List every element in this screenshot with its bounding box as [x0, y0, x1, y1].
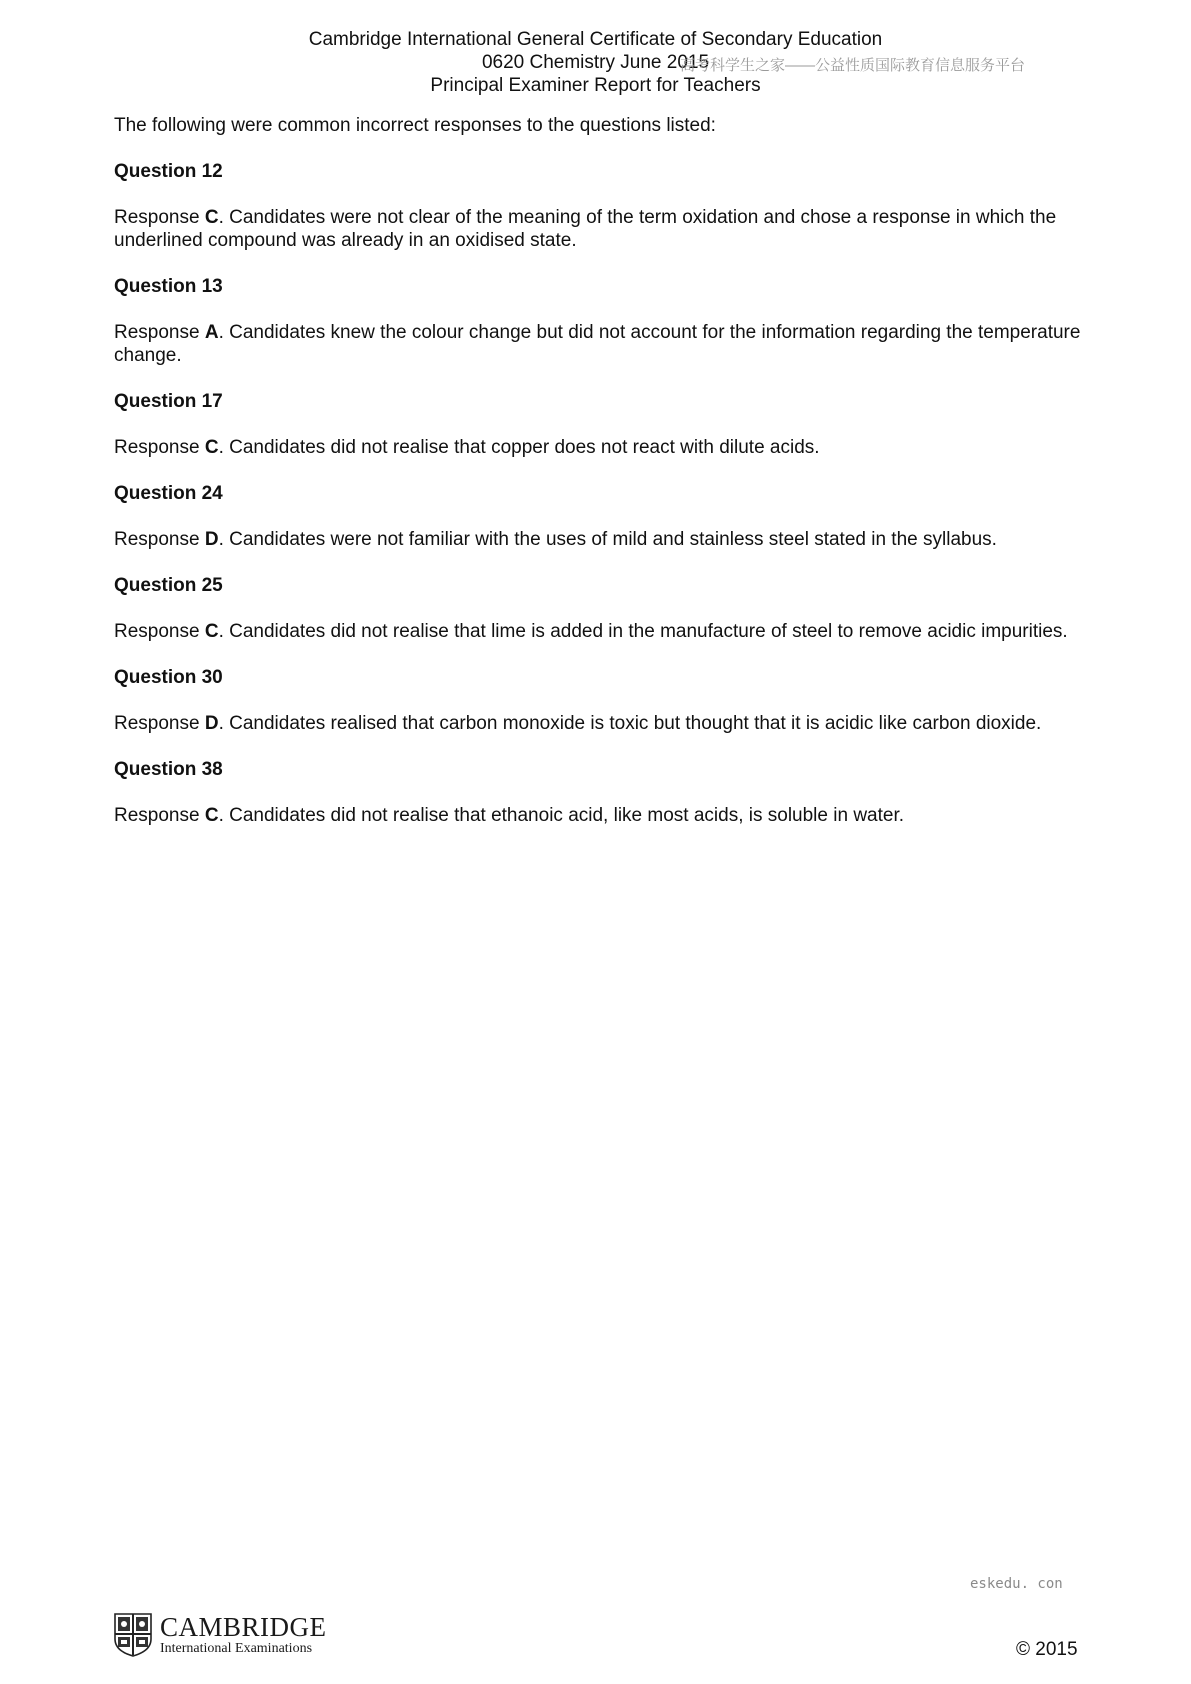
question-response: [114, 436, 1094, 459]
watermark-text: 高考科学生之家——公益性质国际教育信息服务平台: [680, 57, 1026, 74]
response-prefix: Response: [114, 621, 205, 642]
response-prefix: Response: [114, 529, 205, 550]
question-heading: Question 25: [114, 575, 223, 596]
question-heading: Question 13: [114, 276, 223, 297]
crest-icon: [114, 1613, 152, 1657]
question-response: [114, 528, 1094, 551]
question-response: [114, 206, 1094, 252]
header-report-title: Principal Examiner Report for Teachers: [430, 75, 761, 96]
intro-paragraph: The following were common incorrect responses to the questions listed:: [114, 115, 716, 136]
response-text: . Candidates did not realise that lime is added in the manufacture of steel to remove acidic impurities.: [218, 621, 1068, 642]
response-prefix: Response: [114, 207, 205, 228]
response-letter: C: [204, 805, 219, 826]
response-text: . Candidates were not clear of the meaning of the term oxidation and chose a response in which the underlined compound was already in an oxidised state.: [114, 207, 1057, 251]
response-prefix: Response: [114, 322, 205, 343]
header-subject: 0620 Chemistry June 2015: [481, 52, 710, 73]
response-text: . Candidates did not realise that copper does not react with dilute acids.: [218, 437, 820, 458]
response-text: . Candidates did not realise that ethanoic acid, like most acids, is soluble in water.: [218, 805, 905, 826]
question-heading: Question 30: [114, 667, 223, 688]
response-letter: C: [204, 437, 219, 458]
response-letter: D: [204, 529, 219, 550]
question-heading: Question 38: [114, 759, 223, 780]
question-list: [114, 160, 1094, 827]
question-heading: Question 24: [114, 483, 223, 504]
logo-text: [160, 1613, 327, 1657]
question-response: [114, 620, 1094, 643]
response-text: . Candidates knew the colour change but did not account for the information regarding the temperature change.: [114, 322, 1081, 366]
header-qualification: Cambridge International General Certificate of Secondary Education: [308, 29, 883, 50]
response-prefix: Response: [114, 437, 205, 458]
logo-name: CAMBRIDGE: [160, 1612, 327, 1642]
question-response: [114, 321, 1094, 367]
response-letter: A: [204, 322, 219, 343]
response-letter: C: [204, 207, 219, 228]
question-response: [114, 712, 1094, 735]
question-heading: Question 12: [114, 161, 223, 182]
response-text: . Candidates realised that carbon monoxide is toxic but thought that it is acidic like carbon dioxide.: [218, 713, 1042, 734]
copyright: © 2015: [1016, 1639, 1078, 1660]
response-letter: D: [204, 713, 219, 734]
logo-subtitle: International Examinations: [160, 1641, 313, 1656]
response-prefix: Response: [114, 805, 205, 826]
response-prefix: Response: [114, 713, 205, 734]
question-response: [114, 804, 1094, 827]
response-letter: C: [204, 621, 219, 642]
report-body: [114, 114, 1094, 850]
question-heading: Question 17: [114, 391, 223, 412]
site-watermark: eskedu. con: [970, 1576, 1063, 1592]
response-text: . Candidates were not familiar with the uses of mild and stainless steel stated in the syllabus.: [218, 529, 997, 550]
cambridge-logo: [114, 1612, 327, 1658]
